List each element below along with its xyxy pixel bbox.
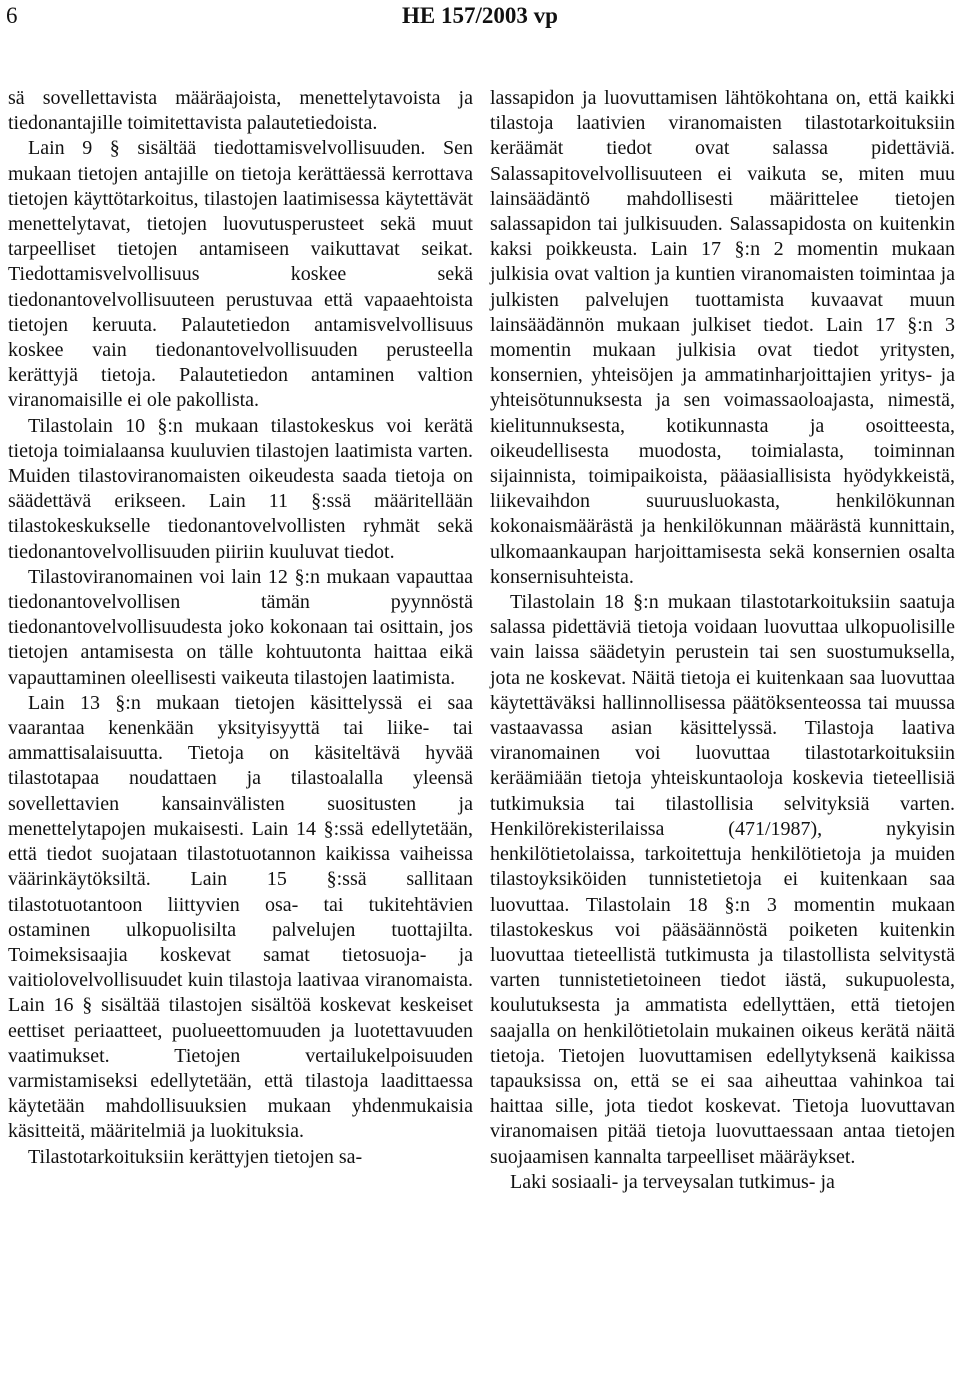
left-paragraph-5: Lain 13 §:n mukaan tietojen käsittelyssä ei saa vaarantaa kenenkään yksityisyyttä tai liike- tai ammattisalaisuutta. Tietoja on käsiteltävä hyvää tilastotapaa noudattaen ja tilastoalalla yleensä sovellettavien kansainvälisten suositusten ja menettelytapojen mukaisesti. Lain 14 §:ssä edellytetään, että tiedot suojataan tilastotuotannon kaikissa vaiheissa väärinkäytöksiltä. Lain 15 §:ssä sallitaan tilastotuotantoon liittyvien osa- tai tukitehtävien ostaminen ulkopuolisilta palvelujen tuottajilta. Toimeksisaajia koskevat samat tietosuoja- ja vaitiolovelvollisuudet kuin tilastoja laativaa viranomaista. Lain 16 § sisältää tilastojen sisältöä koskevat keskeiset eettiset periaatteet, puolueettomuuden ja luotettavuuden vaatimukset. Tietojen vertailukelpoisuuden varmistamiseksi edellytetään, että tilastoja laadittaessa käytetään mahdollisuuksien mukaan yhdenmukaisia käsitteitä, määritelmiä ja luokituksia. xyxy=(8,691,473,1143)
left-column xyxy=(8,86,473,1170)
page-number: 6 xyxy=(6,3,18,28)
left-paragraph-2: Lain 9 § sisältää tiedottamisvelvollisuuden. Sen mukaan tietojen antajille on tietoja kerättäessä kerrottava tietojen käyttötarkoitus, tilastojen laatimisessa käytettävät menettelytavat, tietojen luovutusperusteet sekä muut tarpeelliset tietojen antamiseen vaikuttavat seikat. Tiedottamisvelvollisuus koskee sekä tiedonantovelvollisuuteen perustuvaa että vapaaehtoista tietojen keruuta. Palautetiedon antamisvelvollisuus koskee vain tiedonantovelvollisuuden perusteella kerättyjä tietoja. Palautetiedon antaminen valtion viranomaisille ei ole pakollista. xyxy=(8,137,473,412)
left-paragraph-1: sä sovellettavista määräajoista, menettelytavoista ja tiedonantajille toimitettavista palautetiedoista. xyxy=(8,87,473,135)
left-paragraph-6: Tilastotarkoituksiin kerättyjen tietojen sa- xyxy=(28,1145,363,1168)
left-paragraph-4: Tilastoviranomainen voi lain 12 §:n mukaan vapauttaa tiedonantovelvollisen tämän pyynnöstä tiedonantovelvollisuudesta joko kokonaan tai osittain, jos tietojen antamisesta on tälle kohtuutonta haittaa eikä vapauttaminen oleellisesti vaikeuta tilastojen laatimista. xyxy=(8,565,473,689)
right-paragraph-3: Laki sosiaali- ja terveysalan tutkimus- ja xyxy=(510,1170,835,1193)
right-paragraph-2: Tilastolain 18 §:n mukaan tilastotarkoituksiin saatuja salassa pidettäviä tietoja voidaan luovuttaa ulkopuolisille vain laissa säädetyin perustein tai sen suostumuksella, jota ne koskevat. Näitä tietoja ei kuitenkaan saa luovuttaa käytettäväksi hallinnollisessa päätöksenteossa tai muussa vastaavassa asian käsittelyssä. Tilastoja laativa viranomainen voi luovuttaa tilastotarkoituksiin keräämiään tietoja yhteiskuntaoloja koskevia tieteellisiä tutkimuksia tai tilastollisia selvityksiä varten. Henkilörekisterilaissa (471/1987), nykyisin henkilötietolaissa, tarkoitettuja henkilötietoja ja muiden tilastoyksiköiden tunnistetietoja ei kuitenkaan saa luovuttaa. Tilastolain 18 §:n 3 momentin mukaan tilastokeskus voi pääsäännöstä poiketen kuitenkin luovuttaa tieteellistä tutkimusta ja tilastollista selvitystä varten tunnistetietoineen tiedot iästä, sukupuolesta, koulutuksesta ja ammatista edellyttäen, että tietojen saajalla on henkilötietolain mukainen oikeus kerätä näitä tietoja. Tietojen luovuttamisen edellytyksenä kaikissa tapauksissa on, että se ei saa aiheuttaa vahinkoa tai haittaa sille, jota tiedot koskevat. Tietoja luovuttavan viranomaisen pitää tietoja luovuttaessaan antaa tietojen suojaamisen kannalta tarpeelliset määräykset. xyxy=(490,591,955,1168)
page-title: HE 157/2003 vp xyxy=(402,3,558,28)
left-paragraph-3: Tilastolain 10 §:n mukaan tilastokeskus voi kerätä tietoja toimialaansa kuuluvien tilastojen laatimista varten. Muiden tilastoviranomaisten oikeudesta saada tietoja on säädettävä erikseen. Lain 11 §:ssä määritellään tilastokeskukselle tiedonantovelvollisten ryhmät sekä tiedonantovelvollisuuden piiriin kuuluvat tiedot. xyxy=(8,414,473,563)
right-column xyxy=(490,86,955,1195)
right-paragraph-1: lassapidon ja luovuttamisen lähtökohtana on, että kaikki tilastoja laativien viranomaisten tilastotarkoituksiin keräämät tiedot ovat salassa pidettäviä. Salassapitovelvollisuuteen ei vaikuta se, miten muu lainsäädäntö mahdollisesti määrittelee tietojen salassapidon tai julkisuuden. Salassapidosta on kuitenkin kaksi poikkeusta. Lain 17 §:n 2 momentin mukaan julkisia ovat valtion ja kuntien viranomaisten toimintaa ja julkisten palvelujen tuottamista kuvaavat muun lainsäädännön mukaan julkiset tiedot. Lain 17 §:n 3 momentin mukaan julkisia ovat tiedot yritysten, konsernien, yhteisöjen ja ammatinharjoittajien yritys- ja yhteisötunnuksesta ja sen voimassaoloajasta, nimestä, kielitunnuksesta, kotikunnasta ja osoitteesta, oikeudellisesta muodosta, toimialasta, toiminnan sijainnista, toimipaikoista, pääasiallisista hyödykkeistä, liikevaihdon suuruusluokasta, henkilökunnan kokonaismäärästä ja henkilökunnan määrästä kunnittain, ulkomaankaupan harjoittamisesta sekä konsernien osalta konsernisuhteista. xyxy=(490,87,955,588)
